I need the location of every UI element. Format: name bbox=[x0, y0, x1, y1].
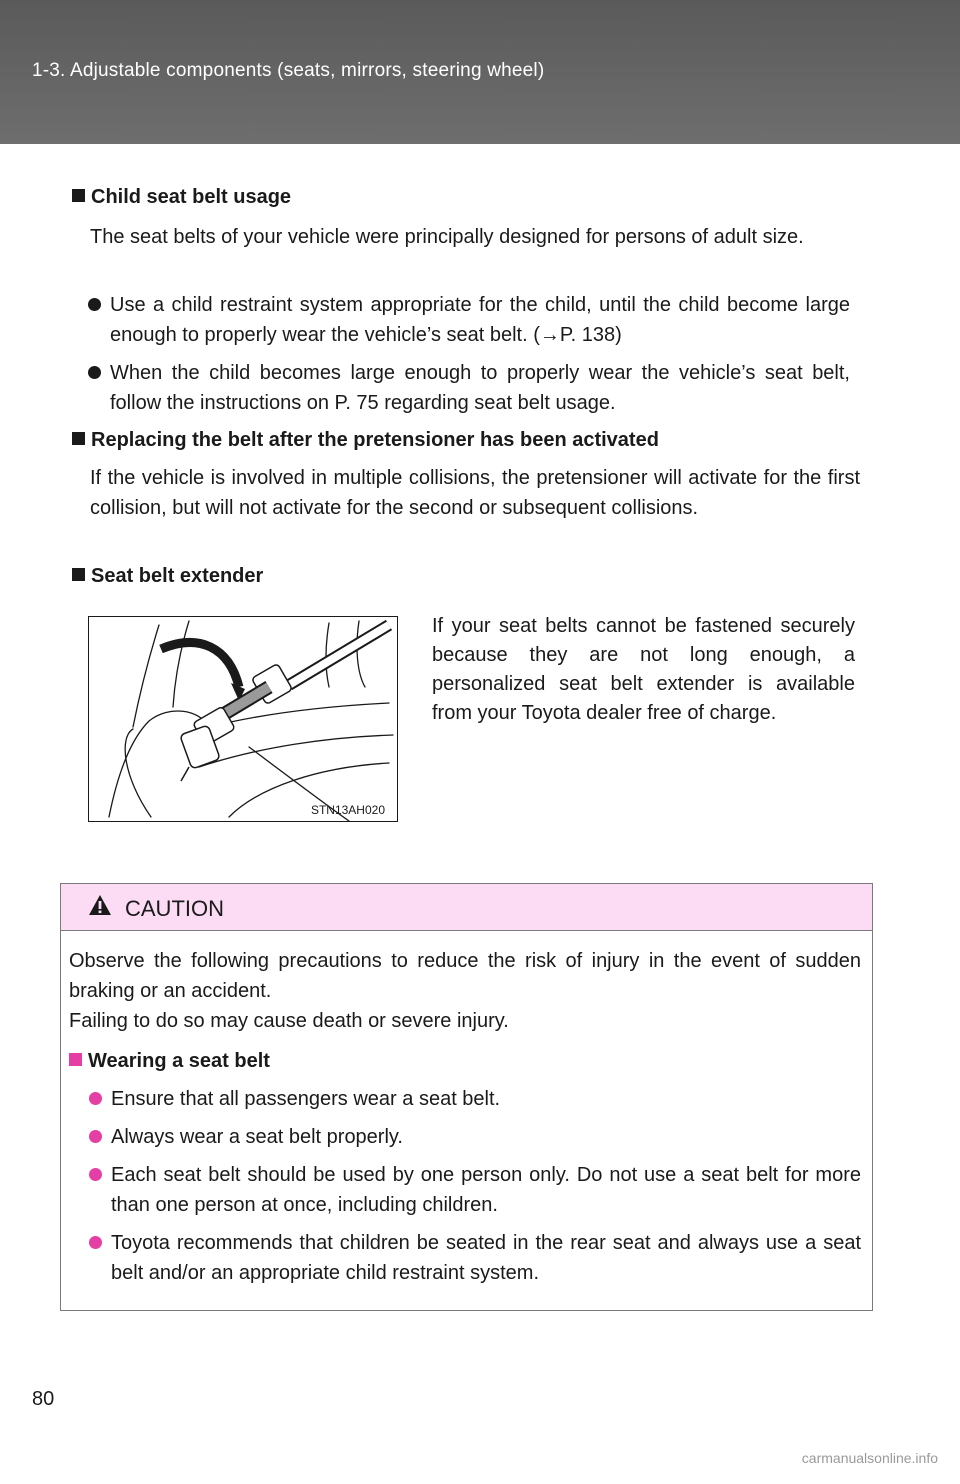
square-bullet-icon bbox=[69, 1053, 82, 1066]
caution-consequence: Failing to do so may cause death or severe injury. bbox=[69, 1010, 509, 1032]
square-bullet-icon bbox=[72, 432, 85, 445]
circle-bullet-icon bbox=[88, 298, 101, 311]
square-bullet-icon bbox=[72, 189, 85, 202]
caution-header bbox=[61, 884, 872, 931]
list-item: Each seat belt should be used by one person only. Do not use a seat belt for more than one person at once, including children. bbox=[69, 1160, 861, 1220]
figure-code: STN13AH020 bbox=[310, 803, 385, 817]
chapter-title: 1-3. Adjustable components (seats, mirrors, steering wheel) bbox=[32, 60, 545, 81]
circle-bullet-icon bbox=[89, 1236, 102, 1249]
caution-body bbox=[69, 946, 861, 1288]
caution-box bbox=[60, 883, 873, 1311]
circle-bullet-icon bbox=[89, 1092, 102, 1105]
section-heading-replacing-belt: Replacing the belt after the pretensioner has been activated bbox=[72, 429, 659, 452]
list-item: Always wear a seat belt properly. bbox=[69, 1122, 861, 1152]
page-header bbox=[0, 0, 960, 144]
section-heading-extender: Seat belt extender bbox=[72, 565, 263, 588]
caution-subheading: Wearing a seat belt bbox=[69, 1046, 861, 1076]
child-seat-paragraph: The seat belts of your vehicle were principally designed for persons of adult size. bbox=[90, 226, 804, 248]
seat-belt-drawing bbox=[89, 617, 397, 821]
seat-belt-extender-illustration bbox=[88, 616, 398, 822]
replacing-belt-paragraph: If the vehicle is involved in multiple collisions, the pretensioner will activate for the first collision, but will not activate for the second or subsequent collisions. bbox=[90, 467, 860, 519]
warning-icon bbox=[88, 894, 112, 916]
circle-bullet-icon bbox=[88, 366, 101, 379]
circle-bullet-icon bbox=[89, 1168, 102, 1181]
list-item: Toyota recommends that children be seated in the rear seat and always use a seat belt and/or an appropriate child restraint system. bbox=[69, 1228, 861, 1288]
extender-paragraph: If your seat belts cannot be fastened securely because they are not long enough, a personalized seat belt extender is available from your Toyota dealer free of charge. bbox=[432, 615, 855, 724]
caution-intro: Observe the following precautions to reduce the risk of injury in the event of sudden braking or an accident. bbox=[69, 950, 861, 1002]
list-item: When the child becomes large enough to properly wear the vehicle’s seat belt, follow the instructions on P. 75 regarding seat belt usage. bbox=[88, 358, 850, 418]
caution-title: CAUTION bbox=[125, 896, 224, 921]
list-item: Ensure that all passengers wear a seat belt. bbox=[69, 1084, 861, 1114]
square-bullet-icon bbox=[72, 568, 85, 581]
page-number: 80 bbox=[32, 1388, 55, 1410]
list-item: Use a child restraint system appropriate for the child, until the child become large enough to properly wear the vehicle’s seat belt. (→P. 138) bbox=[88, 290, 850, 350]
watermark: carmanualsonline.info bbox=[801, 1450, 938, 1466]
circle-bullet-icon bbox=[89, 1130, 102, 1143]
section-heading-child-seat: Child seat belt usage bbox=[72, 186, 291, 209]
